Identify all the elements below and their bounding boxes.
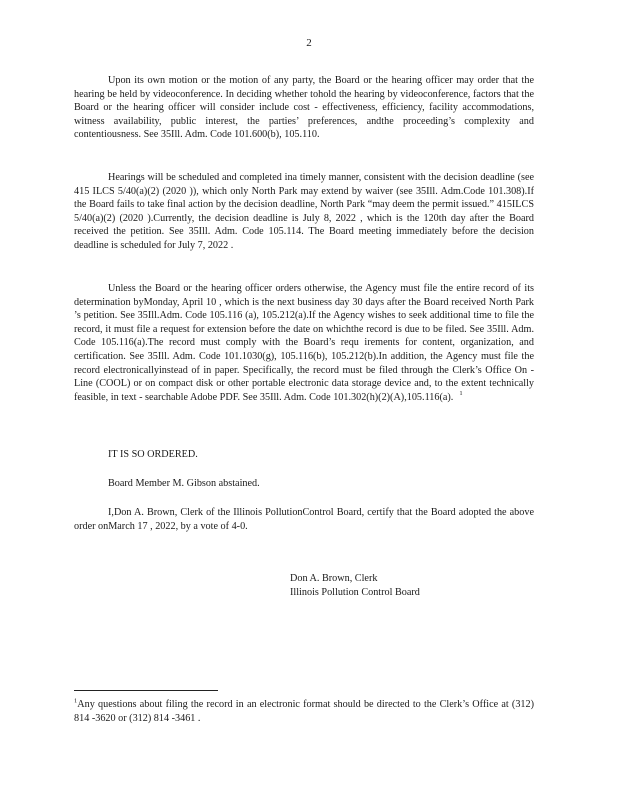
footnote-number: 1 bbox=[74, 697, 78, 705]
record-filing-text: Unless the Board or the hearing officer orders otherwise, the Agency must file the entire record of its determination byMonday, April 10 , which is the next business day 30 days after the Board received North Park ’s petition. See 35Ill.Adm. Code 105.116 (a), 105.212(a).If the Agency wishes to seek additional time to file the record, it must file a request for extension before the date on whichthe record is due to be filed. See 35Ill. Adm. Code 105.116(a).The record must comply with the Board’s requ irements for content, organization, and certification. See 35Ill. Adm. Code 101.1030(g), 105.116(b), 105.212(b).In addition, the Agency must file the record electronicallyinstead of in paper. Specifically, the record must be filed through the Clerk’s Office On - Line (COOL) or on compact disk or other portable electronic data storage device and, to the extent technically feasible, in text - searchable Adobe PDF. See 35Ill. Adm. Code 101.302(h)(2)(A),105.116(a). bbox=[74, 283, 534, 403]
clerk-certification: I,Don A. Brown, Clerk of the Illinois PollutionControl Board, certify that the Board adopted the above order onMarch 17 , 2022, by a vote of 4-0. bbox=[74, 507, 534, 532]
signature-block bbox=[290, 572, 420, 599]
signature-organization: Illinois Pollution Control Board bbox=[290, 586, 420, 598]
order-statement: IT IS SO ORDERED. bbox=[108, 449, 198, 460]
signature-name: Don A. Brown, Clerk bbox=[290, 573, 378, 584]
abstention-note: Board Member M. Gibson abstained. bbox=[108, 478, 260, 489]
footnote bbox=[74, 698, 534, 725]
page-number: 2 bbox=[306, 37, 312, 49]
footnote-divider bbox=[74, 690, 218, 691]
paragraph-record-filing bbox=[74, 282, 534, 404]
footnote-text: Any questions about filing the record in an electronic format should be directed to the Clerk’s Office at (312) 814 -3620 or (312) 814 -3461 . bbox=[74, 699, 534, 724]
paragraph-videoconference: Upon its own motion or the motion of any party, the Board or the hearing officer may order that the hearing be held by videoconference. In deciding whether tohold the hearing by videoconference, factors that the Board or the hearing officer will consider include cost - effectiveness, efficiency, facility accommodations, witness availability, public interest, the parties’ preferences, andthe proceeding’s complexity and contentiousness. See 35Ill. Adm. Code 101.600(b), 105.110. bbox=[74, 75, 534, 141]
footnote-reference: 1 bbox=[459, 390, 463, 398]
paragraph-hearings-deadline: Hearings will be scheduled and completed ina timely manner, consistent with the decision deadline (see 415 ILCS 5/40(a)(2) (2020 )), which only North Park may extend by waiver (see 35Ill. Adm.Code 101.308).If the Board fails to take final action by the decision deadline, North Park “may deem the permit issued.” 415ILCS 5/40(a)(2) (2020 ).Currently, the decision deadline is July 8, 2022 , which is the 120th day after the Board received the petition. See 35Ill. Adm. Code 105.114. The Board meeting immediately before the decision deadline is scheduled for July 7, 2022 . bbox=[74, 172, 534, 251]
